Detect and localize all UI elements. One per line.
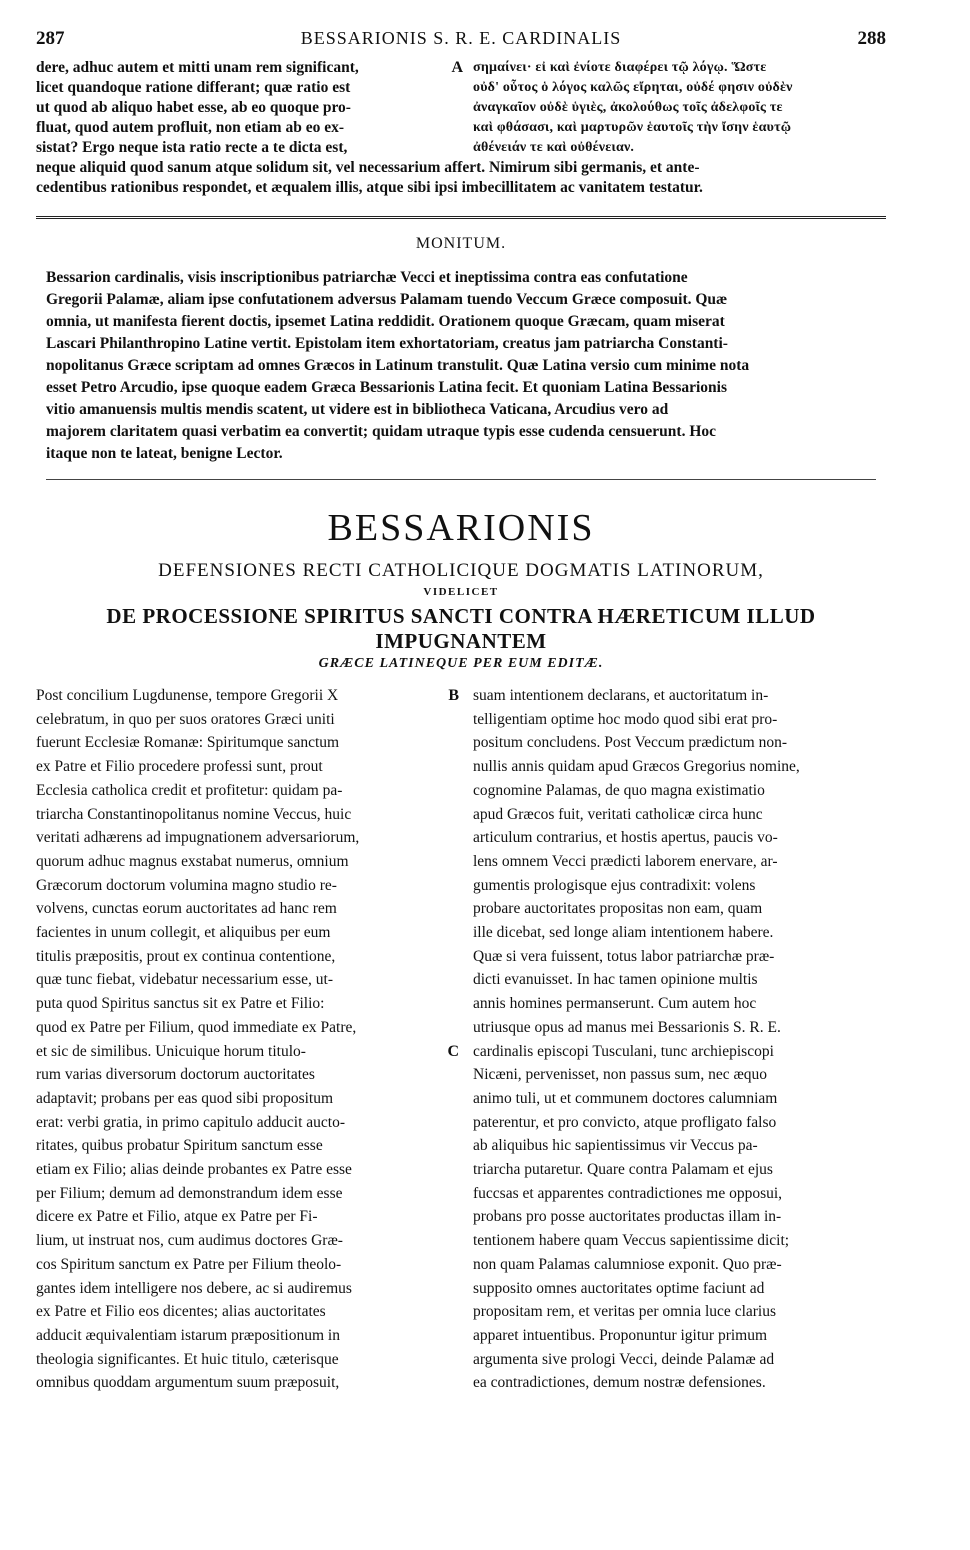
text-line: articulum contrarius, et hostis apertus, paucis vo- — [473, 829, 778, 847]
text-line: nullis annis quidam apud Græcos Gregorius nomine, — [473, 758, 800, 776]
text-line: annis homines permanserunt. Cum autem hoc — [473, 995, 757, 1013]
page-number-right: 288 — [857, 28, 886, 49]
text-line: ut quod ab aliquo habet esse, ab eo quoque pro- — [36, 99, 351, 116]
running-title: BESSARIONIS S. R. E. CARDINALIS — [300, 28, 622, 48]
text-line: Post concilium Lugdunense, tempore Gregorii X — [36, 687, 339, 704]
text-line: propositam rem, et veritas per omnia luce clarius — [473, 1303, 777, 1321]
text-line: suam intentionem declarans, et auctoritatum in- — [473, 687, 769, 704]
text-line: Lascari Philanthropino Latine vertit. Epistolam item exhortatoriam, creatus jam patriarcha Constanti- — [46, 335, 728, 352]
text-line: cos Spiritum sanctum ex Patre per Filium theolo- — [36, 1255, 342, 1273]
text-line: ritates, quibus probatur Spiritum sanctum esse — [36, 1137, 323, 1155]
text-line: triarcha putaretur. Quare contra Palamam et ejus — [473, 1161, 773, 1179]
text-line: neque aliquid quod sanum atque solidum sit, vel necessarium affert. Nimirum sibi germanis, et ante- — [36, 159, 700, 176]
text-line: ex Patre et Filio procedere professi sunt, prout — [36, 758, 323, 776]
margin-marker-c: C — [447, 1043, 459, 1060]
text-line: per Filium; demum ad demonstrandum idem esse — [36, 1184, 343, 1202]
text-line: facientes in unum collegit, et aliquibus per eum — [36, 924, 331, 942]
text-line: ea contradictiones, demum nostræ defensiones. — [473, 1374, 766, 1392]
text-line: itaque non te lateat, benigne Lector. — [46, 445, 283, 462]
subtitle-processione: DE PROCESSIONE SPIRITUS SANCTI CONTRA HÆRETICUM ILLUD IMPUGNANTEM — [106, 604, 816, 653]
text-line: quorum adhuc magnus exstabat numerus, omnium — [36, 852, 349, 870]
subtitle-videlicet: VIDELICET — [423, 586, 499, 598]
text-line: ἀναγκαῖον οὐδὲ ὑγιὲς, ἀκολούθως τοῖς ἀδελφοῖς τε — [473, 100, 783, 115]
text-line: rum varias diversorum doctorum auctoritates — [36, 1066, 315, 1084]
text-line: fluat, quod autem profluit, non etiam ab eo ex- — [36, 119, 345, 136]
main-left-column — [36, 684, 461, 1395]
text-line: dicti evanuisset. In hac tamen opinione multis — [473, 971, 758, 989]
main-title: BESSARIONIS — [327, 507, 595, 549]
running-header — [36, 28, 886, 54]
text-line: theologia significantes. Et huic titulo, cæterisque — [36, 1350, 339, 1368]
text-line: vitio amanuensis multis mendis scatent, ut videre est in bibliotheca Vaticana, Arcudius vero ad — [46, 401, 669, 418]
text-line: cognomine Palamas, de quo magna existimatio — [473, 781, 765, 799]
main-right-column — [461, 684, 886, 1395]
text-line: celebratum, in quo per suos oratores Græci uniti — [36, 710, 335, 728]
text-line: utriusque opus ad manus mei Bessarionis S. R. E. — [473, 1018, 781, 1036]
text-line: animo tuli, ut et communem doctores calumniam — [473, 1089, 778, 1107]
subtitle-editae: GRÆCE LATINEQUE PER EUM EDITÆ. — [318, 656, 604, 671]
monitum-heading: MONITUM. — [415, 235, 507, 252]
text-line: esset Petro Arcudio, ipse quoque eadem Græca Bessarionis Latina fecit. Et quoniam Latina Bessarionis — [46, 379, 728, 396]
text-line: apud Græcos fuit, veritati catholicæ circa hunc — [473, 805, 763, 823]
text-line: lens omnem Vecci prædicti laborem enervare, ar- — [473, 852, 778, 870]
text-line: veritati adhærens ad impugnationem adversariorum, — [36, 829, 360, 847]
text-line: volvens, cunctas eorum auctoritates ad hanc rem — [36, 900, 337, 918]
margin-marker-a: A — [451, 59, 463, 76]
text-line: cedentibus rationibus respondet, et æqualem illis, atque sibi ipsi imbecillitatem ac vanitatem testatur. — [36, 179, 703, 196]
text-line: dicere ex Patre et Filio, atque ex Patre per Fi- — [36, 1208, 318, 1226]
text-line: Nicæni, pervenisset, non passus sum, nec æquo — [473, 1066, 768, 1084]
thin-rule — [46, 479, 876, 480]
text-line: gumentis prologisque ejus contradixit: volens — [473, 876, 756, 894]
text-line: adducit æquivalentiam istarum præpositionum in — [36, 1326, 340, 1344]
text-line: Græcorum doctorum volumina magno studio re- — [36, 876, 337, 894]
text-line: quod ex Patre per Filium, quod immediate ex Patre, — [36, 1018, 357, 1036]
text-line: dere, adhuc autem et mitti unam rem significant, — [36, 59, 359, 76]
text-line: supposito omnes auctoritates optime faciunt ad — [473, 1279, 765, 1297]
text-line: paterentur, et pro convicto, atque profligato falso — [473, 1113, 777, 1131]
top-full-width-text — [36, 158, 886, 198]
text-line: lium, ut instruat nos, cum audimus doctores Græ- — [36, 1232, 343, 1250]
text-line: probans pro posse auctoritates productas illam in- — [473, 1208, 782, 1226]
book-page — [36, 28, 886, 1395]
text-line: nopolitanus Græce scriptam ad omnes Græcos in Latinum transtulit. Quæ Latina versio cum minime nota — [46, 357, 750, 374]
text-line: licet quandoque ratione differant; quæ ratio est — [36, 79, 351, 96]
page-number-left: 287 — [36, 28, 65, 49]
text-line: non quam Palamas calumniose exponit. Quo præ- — [473, 1255, 782, 1273]
text-line: σημαίνει· εἰ καὶ ἐνίοτε διαφέρει τῷ λόγῳ. Ὥστε — [473, 60, 767, 75]
margin-marker-b: B — [448, 687, 459, 704]
text-line: probare auctoritates propositas non eam, quam — [473, 900, 763, 918]
text-line: Quæ si vera fuissent, totus labor patriarchæ præ- — [473, 947, 775, 965]
text-line: triarcha Constantinopolitanus nomine Veccus, huic — [36, 805, 352, 823]
text-line: ἀθένειάν τε καὶ οὐθένειαν. — [473, 140, 635, 155]
text-line: gantes idem intelligere nos debere, ac si audiremus — [36, 1279, 352, 1297]
text-line: titulis præpositis, prout ex continua contentione, — [36, 947, 336, 965]
text-line: Ecclesia catholica credit et profitetur: quidam pa- — [36, 781, 343, 799]
top-latin-column — [36, 58, 465, 158]
top-greek-column — [465, 58, 886, 158]
text-line: ille dicebat, sed longe aliam intentionem habere. — [473, 924, 774, 942]
text-line: etiam ex Filio; alias deinde probantes ex Patre esse — [36, 1161, 352, 1179]
text-line: omnibus quoddam argumentum suum præposuit, — [36, 1374, 340, 1392]
text-line: Gregorii Palamæ, aliam ipse confutationem adversus Palamam tuendo Veccum Græce composuit. Quæ — [46, 291, 728, 308]
text-line: fuerunt Ecclesiæ Romanæ: Spiritumque sanctum — [36, 734, 340, 752]
text-line: omnia, ut manifesta fierent doctis, ipsemet Latina reddidit. Orationem quoque Græcam, quam miserat — [46, 313, 725, 330]
text-line: adaptavit; probans per eas quod sibi propositum — [36, 1089, 334, 1107]
text-line: sistat? Ergo neque ista ratio recte a te dicta est, — [36, 139, 348, 156]
text-line: ex Patre et Filio eos dicentes; alias auctoritates — [36, 1303, 326, 1321]
top-two-column — [36, 58, 886, 158]
text-line: ab aliquibus hic sapientissimus vir Veccus pa- — [473, 1137, 758, 1155]
text-line: καὶ φθάσασι, καὶ μαρτυρῶν ἑαυτοῖς τὴν ἴσην ἑαυτῷ — [473, 120, 792, 135]
monitum-text — [36, 267, 886, 465]
double-rule — [36, 216, 886, 219]
text-line: et sic de similibus. Unicuique horum titulo- — [36, 1042, 306, 1060]
text-line: puta quod Spiritus sanctus sit ex Patre et Filio: — [36, 995, 325, 1013]
text-line: cardinalis episcopi Tusculani, tunc archiepiscopi — [473, 1042, 774, 1060]
text-line: positum concludens. Post Veccum prædictum non- — [473, 734, 787, 752]
text-line: tentionem habere quam Veccus sapientissime dicit; — [473, 1232, 790, 1250]
text-line: majorem claritatem quasi verbatim ea convertit; quidam utraque typis esse cudenda censuerunt. Hoc — [46, 423, 717, 440]
text-line: apparet intuentibus. Proponuntur igitur primum — [473, 1326, 768, 1344]
text-line: argumenta sive prologi Vecci, deinde Palamæ ad — [473, 1350, 775, 1368]
text-line: fuccsas et apparentes contradictiones me opposui, — [473, 1184, 783, 1202]
subtitle-defensiones: DEFENSIONES RECTI CATHOLICIQUE DOGMATIS LATINORUM, — [158, 560, 764, 581]
text-line: οὐδ' οὗτος ὁ λόγος καλῶς εἴρηται, οὐδέ φησιν οὐδὲν — [473, 80, 793, 95]
text-line: quæ tunc fiebat, videbatur necessarium esse, ut- — [36, 971, 333, 989]
text-line: telligentiam optime hoc modo quod sibi erat pro- — [473, 710, 778, 728]
text-line: erat: verbi gratia, in primo capitulo adducit aucto- — [36, 1113, 346, 1131]
text-line: Bessarion cardinalis, visis inscriptionibus patriarchæ Vecci et ineptissima contra eas confutatione — [46, 269, 688, 286]
main-two-column — [36, 684, 886, 1395]
